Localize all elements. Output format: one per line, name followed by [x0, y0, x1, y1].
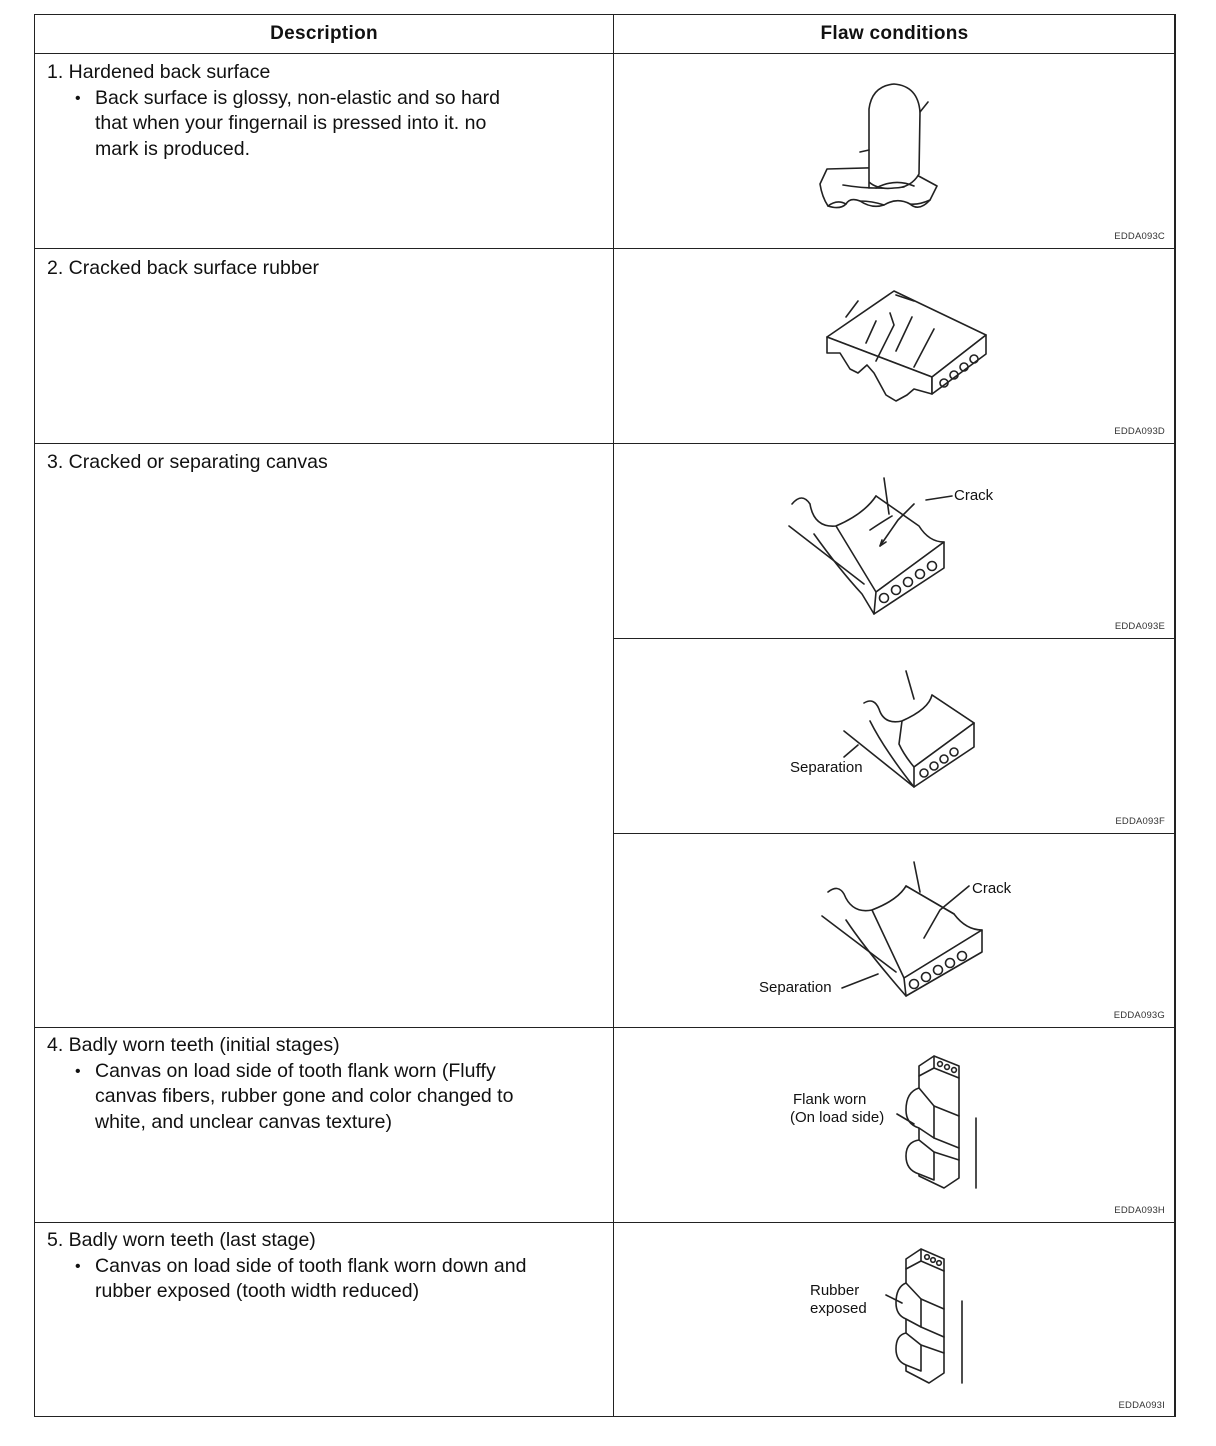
separation-label: Separation: [759, 979, 832, 996]
rubber-label: Rubber: [810, 1282, 860, 1299]
row-4-bullet: • Canvas on load side of tooth flank worn (Fluffy canvas fibers, rubber gone and color changed to white, and unclear canvas texture): [47, 1059, 547, 1136]
flank-worn-label: Flank worn: [793, 1091, 867, 1108]
row-2-title: 2. Cracked back surface rubber: [47, 257, 320, 279]
figure-code: EDDA093F: [1115, 816, 1165, 827]
cracked-belt-back-illustration: [614, 249, 1175, 443]
figure-crack-separation: [614, 834, 1175, 1027]
row-1-description: [47, 60, 587, 162]
row-2-description: [47, 256, 587, 282]
figure-code: EDDA093D: [1114, 426, 1165, 437]
crack-label: Crack: [954, 487, 994, 504]
canvas-crack-separation-illustration: [614, 834, 1175, 1027]
fingernail-pressed-belt-illustration: [614, 54, 1175, 248]
figure-code: EDDA093E: [1114, 621, 1165, 632]
rubber-exposed-illustration: [614, 1223, 1175, 1417]
figure-cracked-back: [614, 249, 1175, 443]
crack-label: Crack: [972, 880, 1012, 897]
row-4-title: 4. Badly worn teeth (initial stages): [47, 1034, 340, 1056]
flank-worn-illustration: [614, 1028, 1175, 1222]
row-5-title: 5. Badly worn teeth (last stage): [47, 1229, 316, 1251]
exposed-label: exposed: [810, 1300, 867, 1317]
figure-code: EDDA093C: [1114, 231, 1165, 242]
row-5-bullet: • Canvas on load side of tooth flank worn down and rubber exposed (tooth width reduced): [47, 1254, 585, 1305]
flaw-conditions-table: [34, 14, 1176, 1417]
figure-flank-worn: [614, 1028, 1175, 1222]
figure-code: EDDA093G: [1113, 1010, 1165, 1021]
header-flaw-conditions: Flaw conditions: [820, 23, 969, 44]
load-side-label: (On load side): [790, 1109, 885, 1126]
header-description: Description: [270, 23, 378, 44]
row-1-bullet: • Back surface is glossy, non-elastic and so hard that when your fingernail is pressed into it. no mark is produced.: [47, 86, 535, 163]
row-5-description: [47, 1228, 587, 1305]
figure-separation: [614, 639, 1175, 833]
figure-code: EDDA093H: [1114, 1205, 1165, 1216]
figure-crack: [614, 444, 1175, 638]
figure-hardened-back: [614, 54, 1175, 248]
row-3-description: [47, 450, 587, 476]
row-3-title: 3. Cracked or separating canvas: [47, 451, 328, 473]
canvas-separation-illustration: [614, 639, 1175, 833]
separation-label: Separation: [790, 759, 863, 776]
row-1-title: 1. Hardened back surface: [47, 61, 271, 83]
figure-code: EDDA093I: [1118, 1400, 1165, 1411]
row-4-description: [47, 1033, 587, 1135]
figure-rubber-exposed: [614, 1223, 1175, 1417]
canvas-crack-illustration: [614, 444, 1175, 638]
